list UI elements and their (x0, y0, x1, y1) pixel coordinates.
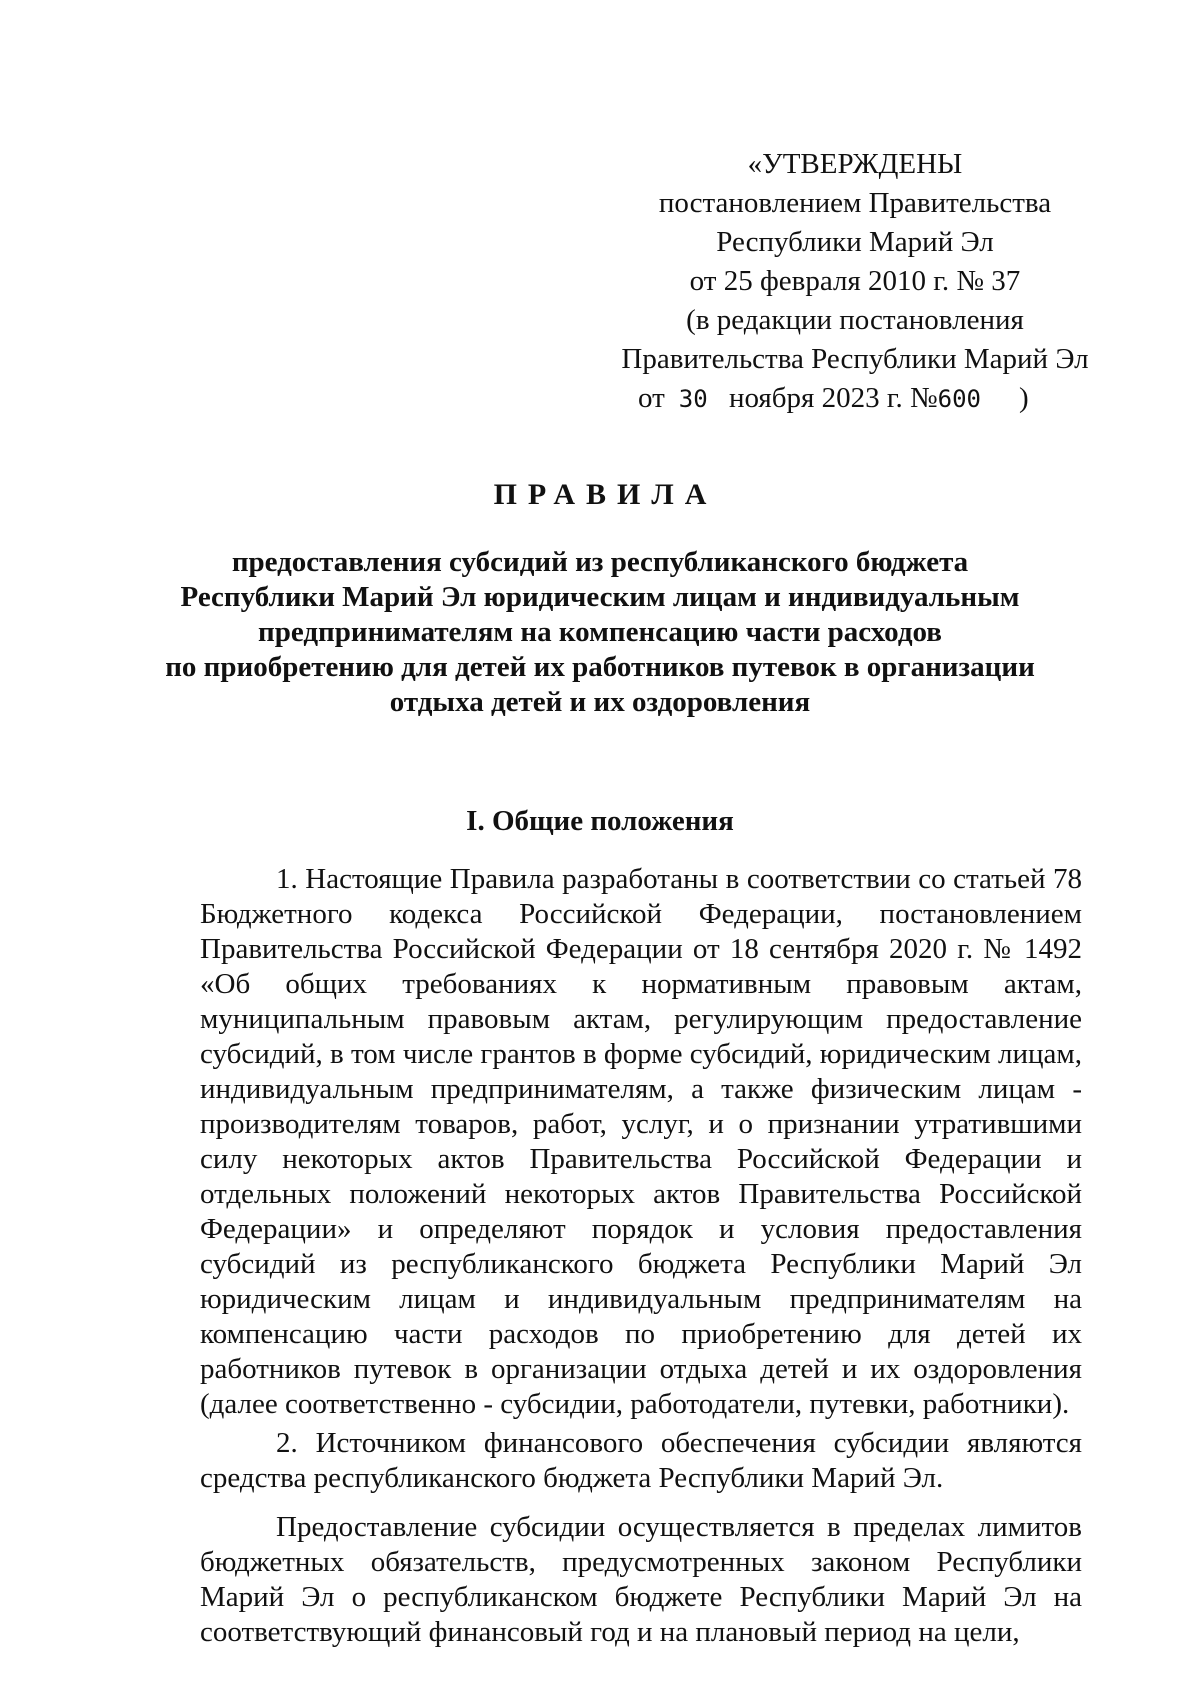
subtitle-line-5: отдыха детей и их оздоровления (389, 686, 811, 718)
document-title: ПРАВИЛА (493, 478, 718, 511)
approval-line-6: Правительства Республики Марий Эл (621, 343, 1089, 375)
subtitle-line-3: предпринимателям на компенсацию части расходов (258, 616, 942, 648)
section-heading: I. Общие положения (466, 805, 734, 837)
amendment-date-line (620, 379, 1090, 419)
amendment-date-prefix: от (638, 382, 665, 414)
amendment-date-month-year: ноября 2023 г. № (728, 382, 938, 414)
amendment-number: 600 (937, 385, 982, 413)
paragraph-3: Предоставление субсидии осуществляется в пределах лимитов бюджетных обязательств, предусмотренных законом Республики Марий Эл о республиканском бюджете Республики Марий Эл на соответствующий финансовый год и на плановый период на цели, (200, 1511, 1082, 1648)
approval-line-5: (в редакции постановления (686, 304, 1024, 336)
amendment-date-day: 30 (678, 385, 708, 413)
paragraph-1: 1. Настоящие Правила разработаны в соответствии со статьей 78 Бюджетного кодекса Российской Федерации, постановлением Правительства Российской Федерации от 18 сентября 2020 г. № 1492 «Об общих требованиях к нормативным правовым актам, муниципальным правовым актам, регулирующим предоставление субсидий, в том числе грантов в форме субсидий, юридическим лицам, индивидуальным предпринимателям, а также физическим лицам - производителям товаров, работ, услуг, и о признании утратившими силу некоторых актов Правительства Российской Федерации и отдельных положений некоторых актов Правительства Российской Федерации» и определяют порядок и условия предоставления субсидий из республиканского бюджета Республики Марий Эл юридическим лицам и индивидуальным предпринимателям на компенсацию части расходов по приобретению для детей их работников путевок в организации отдыха детей и их оздоровления (далее соответственно - субсидии, работодатели, путевки, работники). (200, 863, 1082, 1420)
approval-line-2: постановлением Правительства (658, 187, 1052, 219)
approval-block (620, 145, 1090, 419)
document-subtitle (160, 545, 1040, 720)
paragraph-2: 2. Источником финансового обеспечения субсидии являются средства республиканского бюджета Республики Марий Эл. (200, 1427, 1082, 1494)
subtitle-line-1: предоставления субсидий из республиканского бюджета (231, 546, 969, 578)
approval-line-1: «УТВЕРЖДЕНЫ (747, 148, 963, 180)
approval-line-3: Республики Марий Эл (716, 226, 994, 258)
body-text (200, 862, 1082, 1654)
subtitle-line-2: Республики Марий Эл юридическим лицам и индивидуальным (180, 581, 1020, 613)
subtitle-line-4: по приобретению для детей их работников путевок в организации (165, 651, 1035, 683)
amendment-date-suffix: ) (1019, 382, 1029, 414)
approval-line-4: от 25 февраля 2010 г. № 37 (689, 265, 1021, 297)
